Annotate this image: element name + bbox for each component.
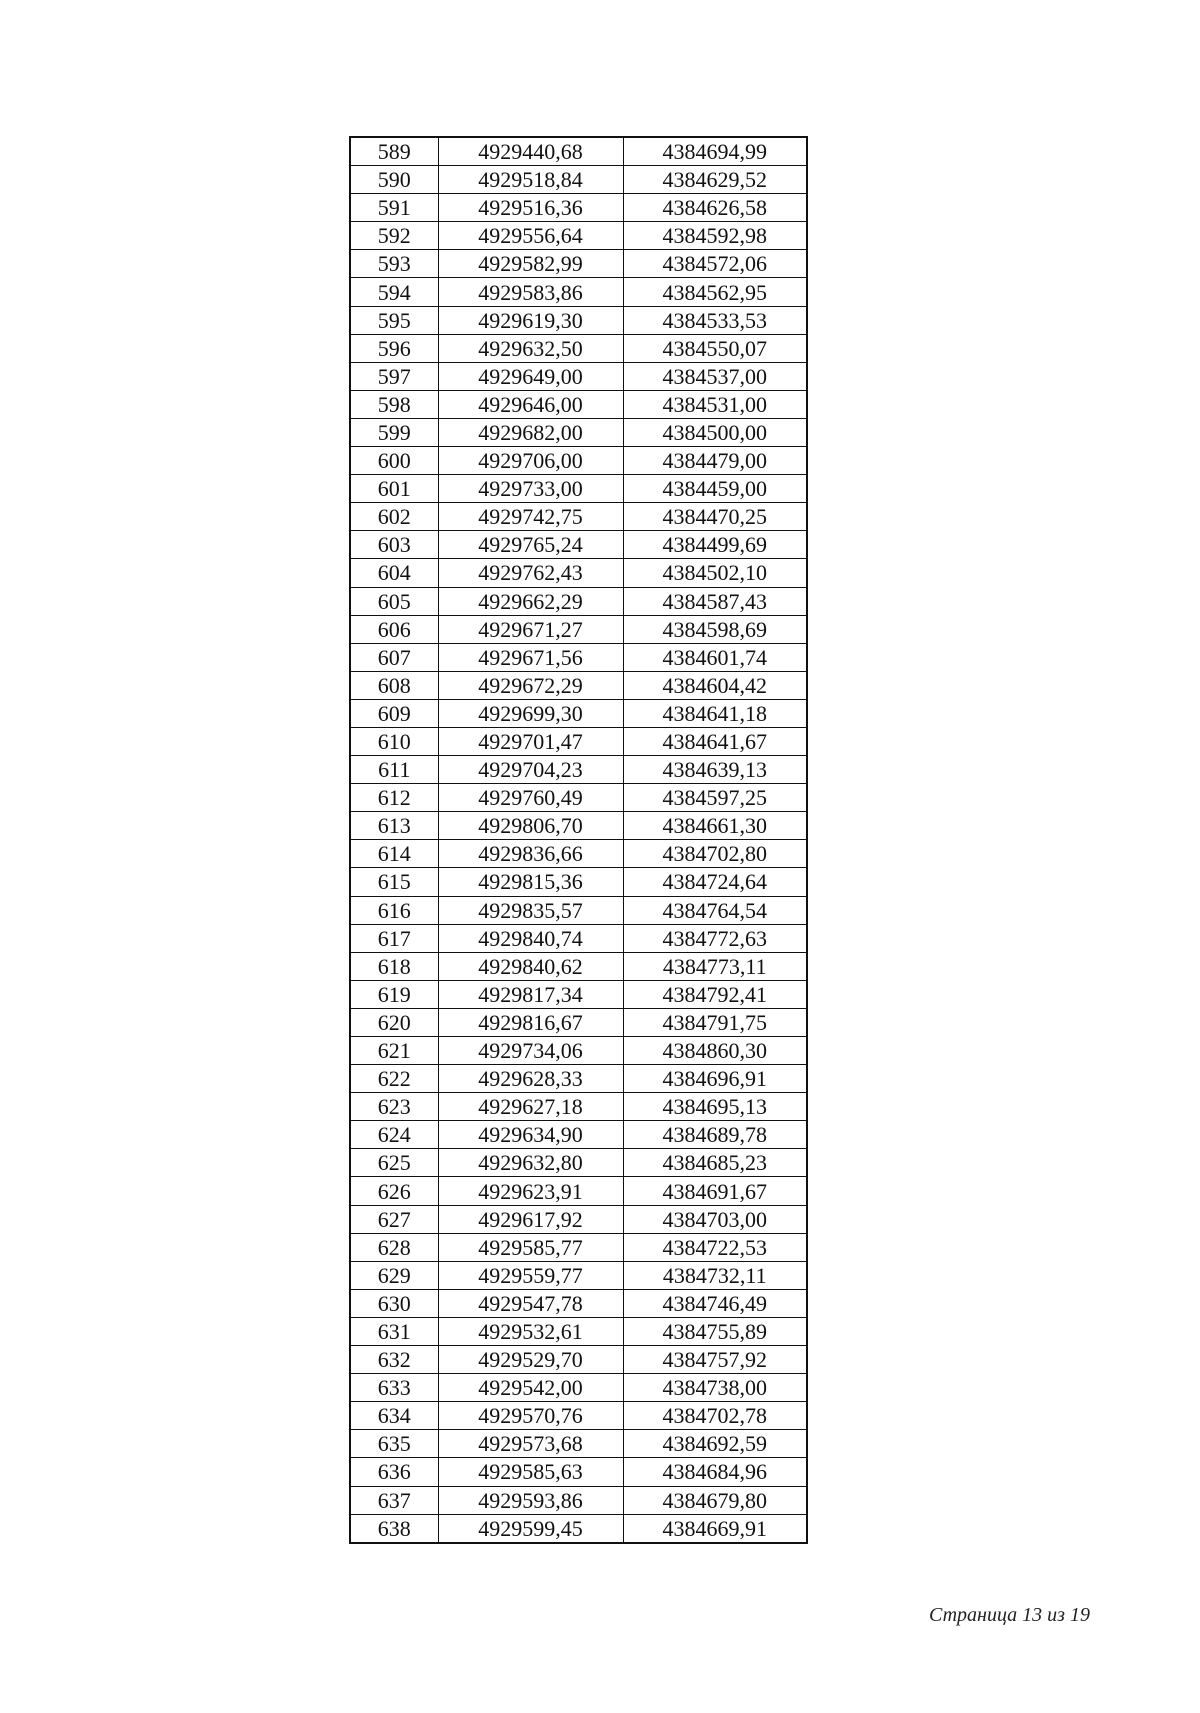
- x-coordinate-cell: 4929619,30: [438, 306, 623, 334]
- x-coordinate-cell: 4929617,92: [438, 1205, 623, 1233]
- point-number-cell: 621: [350, 1037, 438, 1065]
- y-coordinate-cell: 4384722,53: [623, 1233, 807, 1261]
- x-coordinate-cell: 4929835,57: [438, 896, 623, 924]
- x-coordinate-cell: 4929742,75: [438, 503, 623, 531]
- x-coordinate-cell: 4929836,66: [438, 840, 623, 868]
- table-row: [350, 1402, 807, 1430]
- point-number-cell: 623: [350, 1093, 438, 1121]
- y-coordinate-cell: 4384738,00: [623, 1374, 807, 1402]
- x-coordinate-cell: 4929704,23: [438, 756, 623, 784]
- x-coordinate-cell: 4929593,86: [438, 1486, 623, 1514]
- table-row: [350, 334, 807, 362]
- table-row: [350, 390, 807, 418]
- y-coordinate-cell: 4384703,00: [623, 1205, 807, 1233]
- table-row: [350, 306, 807, 334]
- y-coordinate-cell: 4384764,54: [623, 896, 807, 924]
- point-number-cell: 605: [350, 587, 438, 615]
- point-number-cell: 624: [350, 1121, 438, 1149]
- point-number-cell: 630: [350, 1289, 438, 1317]
- x-coordinate-cell: 4929701,47: [438, 727, 623, 755]
- table-row: [350, 166, 807, 194]
- x-coordinate-cell: 4929583,86: [438, 278, 623, 306]
- table-row: [350, 1177, 807, 1205]
- y-coordinate-cell: 4384860,30: [623, 1037, 807, 1065]
- point-number-cell: 592: [350, 222, 438, 250]
- table-row: [350, 475, 807, 503]
- x-coordinate-cell: 4929817,34: [438, 980, 623, 1008]
- x-coordinate-cell: 4929646,00: [438, 390, 623, 418]
- y-coordinate-cell: 4384661,30: [623, 812, 807, 840]
- y-coordinate-cell: 4384691,67: [623, 1177, 807, 1205]
- point-number-cell: 637: [350, 1486, 438, 1514]
- x-coordinate-cell: 4929559,77: [438, 1261, 623, 1289]
- point-number-cell: 607: [350, 643, 438, 671]
- point-number-cell: 622: [350, 1065, 438, 1093]
- table-row: [350, 671, 807, 699]
- x-coordinate-cell: 4929840,62: [438, 952, 623, 980]
- x-coordinate-cell: 4929585,63: [438, 1458, 623, 1486]
- point-number-cell: 604: [350, 559, 438, 587]
- table-row: [350, 531, 807, 559]
- y-coordinate-cell: 4384746,49: [623, 1289, 807, 1317]
- table-row: [350, 503, 807, 531]
- table-row: [350, 194, 807, 222]
- x-coordinate-cell: 4929762,43: [438, 559, 623, 587]
- coordinates-table: [349, 136, 808, 1544]
- table-row: [350, 643, 807, 671]
- y-coordinate-cell: 4384598,69: [623, 615, 807, 643]
- y-coordinate-cell: 4384459,00: [623, 475, 807, 503]
- x-coordinate-cell: 4929682,00: [438, 418, 623, 446]
- y-coordinate-cell: 4384604,42: [623, 671, 807, 699]
- x-coordinate-cell: 4929671,27: [438, 615, 623, 643]
- point-number-cell: 600: [350, 447, 438, 475]
- y-coordinate-cell: 4384639,13: [623, 756, 807, 784]
- y-coordinate-cell: 4384537,00: [623, 362, 807, 390]
- table-row: [350, 924, 807, 952]
- x-coordinate-cell: 4929671,56: [438, 643, 623, 671]
- x-coordinate-cell: 4929706,00: [438, 447, 623, 475]
- y-coordinate-cell: 4384562,95: [623, 278, 807, 306]
- table-row: [350, 447, 807, 475]
- y-coordinate-cell: 4384587,43: [623, 587, 807, 615]
- y-coordinate-cell: 4384757,92: [623, 1346, 807, 1374]
- point-number-cell: 619: [350, 980, 438, 1008]
- table-row: [350, 756, 807, 784]
- y-coordinate-cell: 4384626,58: [623, 194, 807, 222]
- y-coordinate-cell: 4384470,25: [623, 503, 807, 531]
- x-coordinate-cell: 4929806,70: [438, 812, 623, 840]
- table-row: [350, 1458, 807, 1486]
- coordinates-table-body: [350, 137, 807, 1543]
- table-row: [350, 559, 807, 587]
- point-number-cell: 613: [350, 812, 438, 840]
- x-coordinate-cell: 4929816,67: [438, 1008, 623, 1036]
- x-coordinate-cell: 4929734,06: [438, 1037, 623, 1065]
- table-row: [350, 980, 807, 1008]
- table-row: [350, 868, 807, 896]
- point-number-cell: 593: [350, 250, 438, 278]
- x-coordinate-cell: 4929699,30: [438, 699, 623, 727]
- x-coordinate-cell: 4929765,24: [438, 531, 623, 559]
- point-number-cell: 599: [350, 418, 438, 446]
- point-number-cell: 635: [350, 1430, 438, 1458]
- point-number-cell: 596: [350, 334, 438, 362]
- point-number-cell: 633: [350, 1374, 438, 1402]
- table-row: [350, 1514, 807, 1543]
- x-coordinate-cell: 4929627,18: [438, 1093, 623, 1121]
- y-coordinate-cell: 4384689,78: [623, 1121, 807, 1149]
- table-row: [350, 362, 807, 390]
- y-coordinate-cell: 4384791,75: [623, 1008, 807, 1036]
- y-coordinate-cell: 4384479,00: [623, 447, 807, 475]
- x-coordinate-cell: 4929440,68: [438, 137, 623, 166]
- x-coordinate-cell: 4929815,36: [438, 868, 623, 896]
- y-coordinate-cell: 4384732,11: [623, 1261, 807, 1289]
- table-row: [350, 1233, 807, 1261]
- y-coordinate-cell: 4384533,53: [623, 306, 807, 334]
- y-coordinate-cell: 4384792,41: [623, 980, 807, 1008]
- y-coordinate-cell: 4384641,67: [623, 727, 807, 755]
- table-row: [350, 1346, 807, 1374]
- point-number-cell: 597: [350, 362, 438, 390]
- point-number-cell: 625: [350, 1149, 438, 1177]
- x-coordinate-cell: 4929582,99: [438, 250, 623, 278]
- x-coordinate-cell: 4929649,00: [438, 362, 623, 390]
- point-number-cell: 628: [350, 1233, 438, 1261]
- table-row: [350, 727, 807, 755]
- point-number-cell: 629: [350, 1261, 438, 1289]
- y-coordinate-cell: 4384641,18: [623, 699, 807, 727]
- page-number: Страница 13 из 19: [928, 1604, 1090, 1626]
- x-coordinate-cell: 4929760,49: [438, 784, 623, 812]
- y-coordinate-cell: 4384702,80: [623, 840, 807, 868]
- x-coordinate-cell: 4929632,50: [438, 334, 623, 362]
- y-coordinate-cell: 4384500,00: [623, 418, 807, 446]
- table-row: [350, 1205, 807, 1233]
- table-row: [350, 699, 807, 727]
- table-row: [350, 896, 807, 924]
- point-number-cell: 606: [350, 615, 438, 643]
- x-coordinate-cell: 4929733,00: [438, 475, 623, 503]
- x-coordinate-cell: 4929599,45: [438, 1514, 623, 1543]
- table-row: [350, 1374, 807, 1402]
- point-number-cell: 614: [350, 840, 438, 868]
- y-coordinate-cell: 4384601,74: [623, 643, 807, 671]
- point-number-cell: 617: [350, 924, 438, 952]
- table-row: [350, 1037, 807, 1065]
- y-coordinate-cell: 4384684,96: [623, 1458, 807, 1486]
- table-row: [350, 1486, 807, 1514]
- point-number-cell: 601: [350, 475, 438, 503]
- table-row: [350, 784, 807, 812]
- point-number-cell: 610: [350, 727, 438, 755]
- x-coordinate-cell: 4929547,78: [438, 1289, 623, 1317]
- table-row: [350, 812, 807, 840]
- point-number-cell: 590: [350, 166, 438, 194]
- point-number-cell: 609: [350, 699, 438, 727]
- point-number-cell: 611: [350, 756, 438, 784]
- y-coordinate-cell: 4384597,25: [623, 784, 807, 812]
- x-coordinate-cell: 4929628,33: [438, 1065, 623, 1093]
- table-row: [350, 1289, 807, 1317]
- point-number-cell: 638: [350, 1514, 438, 1543]
- table-row: [350, 278, 807, 306]
- point-number-cell: 603: [350, 531, 438, 559]
- point-number-cell: 626: [350, 1177, 438, 1205]
- table-row: [350, 587, 807, 615]
- x-coordinate-cell: 4929632,80: [438, 1149, 623, 1177]
- point-number-cell: 627: [350, 1205, 438, 1233]
- point-number-cell: 595: [350, 306, 438, 334]
- x-coordinate-cell: 4929623,91: [438, 1177, 623, 1205]
- y-coordinate-cell: 4384773,11: [623, 952, 807, 980]
- point-number-cell: 631: [350, 1317, 438, 1345]
- point-number-cell: 636: [350, 1458, 438, 1486]
- x-coordinate-cell: 4929840,74: [438, 924, 623, 952]
- table-row: [350, 1008, 807, 1036]
- y-coordinate-cell: 4384679,80: [623, 1486, 807, 1514]
- y-coordinate-cell: 4384531,00: [623, 390, 807, 418]
- y-coordinate-cell: 4384695,13: [623, 1093, 807, 1121]
- table-row: [350, 222, 807, 250]
- point-number-cell: 594: [350, 278, 438, 306]
- y-coordinate-cell: 4384694,99: [623, 137, 807, 166]
- table-row: [350, 418, 807, 446]
- x-coordinate-cell: 4929532,61: [438, 1317, 623, 1345]
- x-coordinate-cell: 4929573,68: [438, 1430, 623, 1458]
- table-row: [350, 952, 807, 980]
- table-row: [350, 1093, 807, 1121]
- point-number-cell: 612: [350, 784, 438, 812]
- point-number-cell: 608: [350, 671, 438, 699]
- point-number-cell: 620: [350, 1008, 438, 1036]
- point-number-cell: 632: [350, 1346, 438, 1374]
- y-coordinate-cell: 4384550,07: [623, 334, 807, 362]
- x-coordinate-cell: 4929518,84: [438, 166, 623, 194]
- y-coordinate-cell: 4384772,63: [623, 924, 807, 952]
- point-number-cell: 634: [350, 1402, 438, 1430]
- point-number-cell: 591: [350, 194, 438, 222]
- point-number-cell: 589: [350, 137, 438, 166]
- y-coordinate-cell: 4384669,91: [623, 1514, 807, 1543]
- x-coordinate-cell: 4929556,64: [438, 222, 623, 250]
- table-row: [350, 1065, 807, 1093]
- point-number-cell: 616: [350, 896, 438, 924]
- table-row: [350, 615, 807, 643]
- table-row: [350, 1149, 807, 1177]
- table-row: [350, 1261, 807, 1289]
- y-coordinate-cell: 4384685,23: [623, 1149, 807, 1177]
- point-number-cell: 602: [350, 503, 438, 531]
- table-row: [350, 137, 807, 166]
- x-coordinate-cell: 4929672,29: [438, 671, 623, 699]
- y-coordinate-cell: 4384629,52: [623, 166, 807, 194]
- point-number-cell: 615: [350, 868, 438, 896]
- table-row: [350, 840, 807, 868]
- y-coordinate-cell: 4384499,69: [623, 531, 807, 559]
- y-coordinate-cell: 4384755,89: [623, 1317, 807, 1345]
- y-coordinate-cell: 4384502,10: [623, 559, 807, 587]
- y-coordinate-cell: 4384692,59: [623, 1430, 807, 1458]
- x-coordinate-cell: 4929662,29: [438, 587, 623, 615]
- table-row: [350, 1121, 807, 1149]
- y-coordinate-cell: 4384696,91: [623, 1065, 807, 1093]
- x-coordinate-cell: 4929634,90: [438, 1121, 623, 1149]
- y-coordinate-cell: 4384572,06: [623, 250, 807, 278]
- table-row: [350, 1317, 807, 1345]
- point-number-cell: 618: [350, 952, 438, 980]
- table-row: [350, 250, 807, 278]
- x-coordinate-cell: 4929570,76: [438, 1402, 623, 1430]
- y-coordinate-cell: 4384702,78: [623, 1402, 807, 1430]
- x-coordinate-cell: 4929585,77: [438, 1233, 623, 1261]
- table-row: [350, 1430, 807, 1458]
- y-coordinate-cell: 4384724,64: [623, 868, 807, 896]
- x-coordinate-cell: 4929516,36: [438, 194, 623, 222]
- point-number-cell: 598: [350, 390, 438, 418]
- y-coordinate-cell: 4384592,98: [623, 222, 807, 250]
- x-coordinate-cell: 4929542,00: [438, 1374, 623, 1402]
- x-coordinate-cell: 4929529,70: [438, 1346, 623, 1374]
